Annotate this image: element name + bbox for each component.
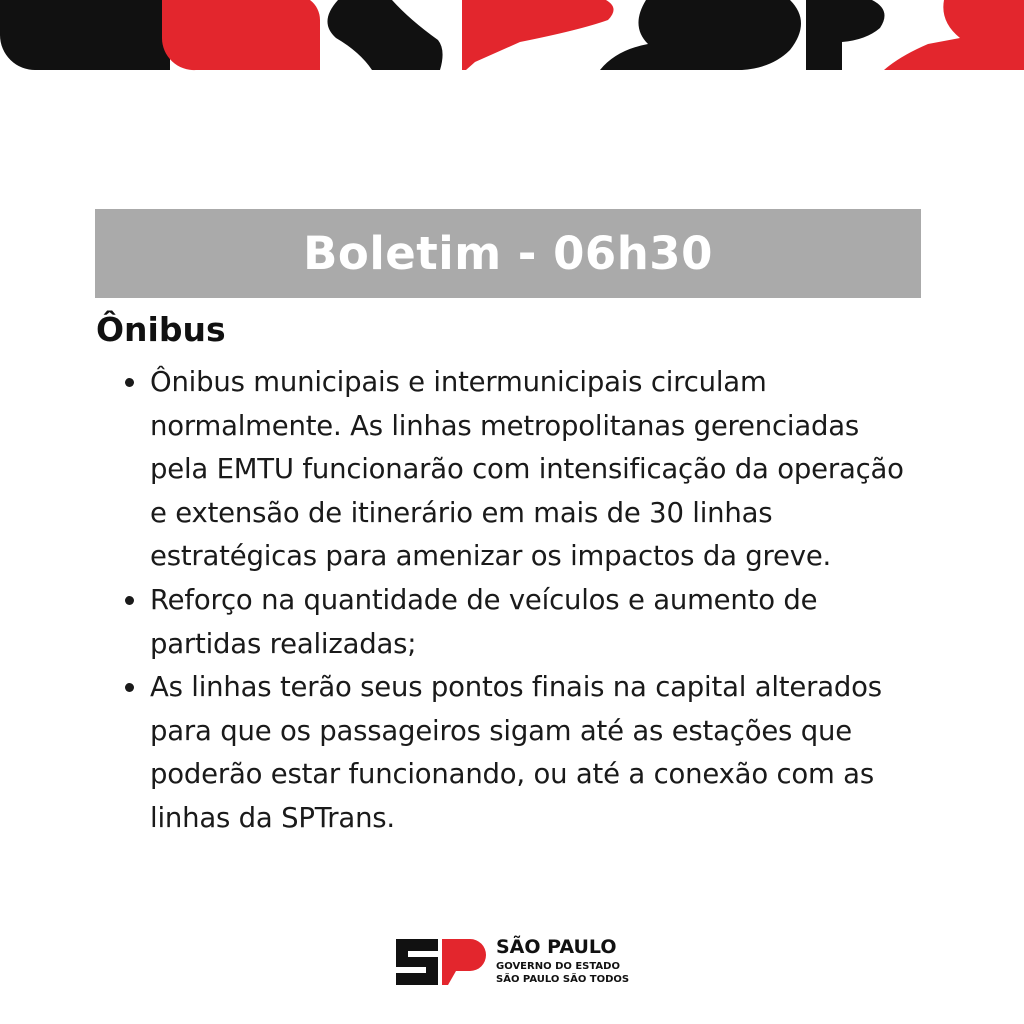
list-item-text: As linhas terão seus pontos finais na capital alterados para que os passageiros sigam até as estações que poderão estar funcionando, ou até a conexão com as linhas da SPTrans. bbox=[150, 671, 882, 834]
logo-subtitle-government: GOVERNO DO ESTADO bbox=[496, 961, 620, 972]
banner-red-block bbox=[162, 0, 320, 70]
bullet-dot-icon bbox=[125, 596, 134, 605]
list-item bbox=[120, 361, 920, 579]
bulletin-list bbox=[120, 361, 920, 841]
list-item bbox=[120, 579, 920, 666]
banner-black-p bbox=[806, 0, 885, 70]
bullet-dot-icon bbox=[125, 683, 134, 692]
logo-slogan: SÃO PAULO SÃO TODOS bbox=[496, 974, 630, 985]
section-heading-onibus: Ônibus bbox=[96, 310, 226, 349]
bullet-dot-icon bbox=[125, 378, 134, 387]
sp-logo-icon bbox=[394, 937, 486, 987]
banner-black-s bbox=[327, 0, 442, 70]
logo-text-block bbox=[496, 937, 636, 986]
banner-red-slant bbox=[884, 0, 1024, 70]
top-brand-banner bbox=[0, 0, 1024, 80]
list-item-text: Ônibus municipais e intermunicipais circulam normalmente. As linhas metropolitanas gerenciadas pela EMTU funcionarão com intensificação da operação e extensão de itinerário em mais de 30 linhas estratégicas para amenizar os impactos da greve. bbox=[150, 366, 904, 573]
banner-black-pill bbox=[0, 0, 170, 70]
bulletin-title: Boletim - 06h30 bbox=[303, 227, 713, 280]
list-item-text: Reforço na quantidade de veículos e aumento de partidas realizadas; bbox=[150, 583, 818, 660]
banner-red-p bbox=[462, 0, 614, 70]
bulletin-title-bar bbox=[95, 209, 921, 298]
banner-black-sd bbox=[600, 0, 801, 70]
list-item bbox=[120, 666, 920, 840]
footer-logo bbox=[394, 937, 634, 989]
logo-name: SÃO PAULO bbox=[496, 936, 617, 958]
